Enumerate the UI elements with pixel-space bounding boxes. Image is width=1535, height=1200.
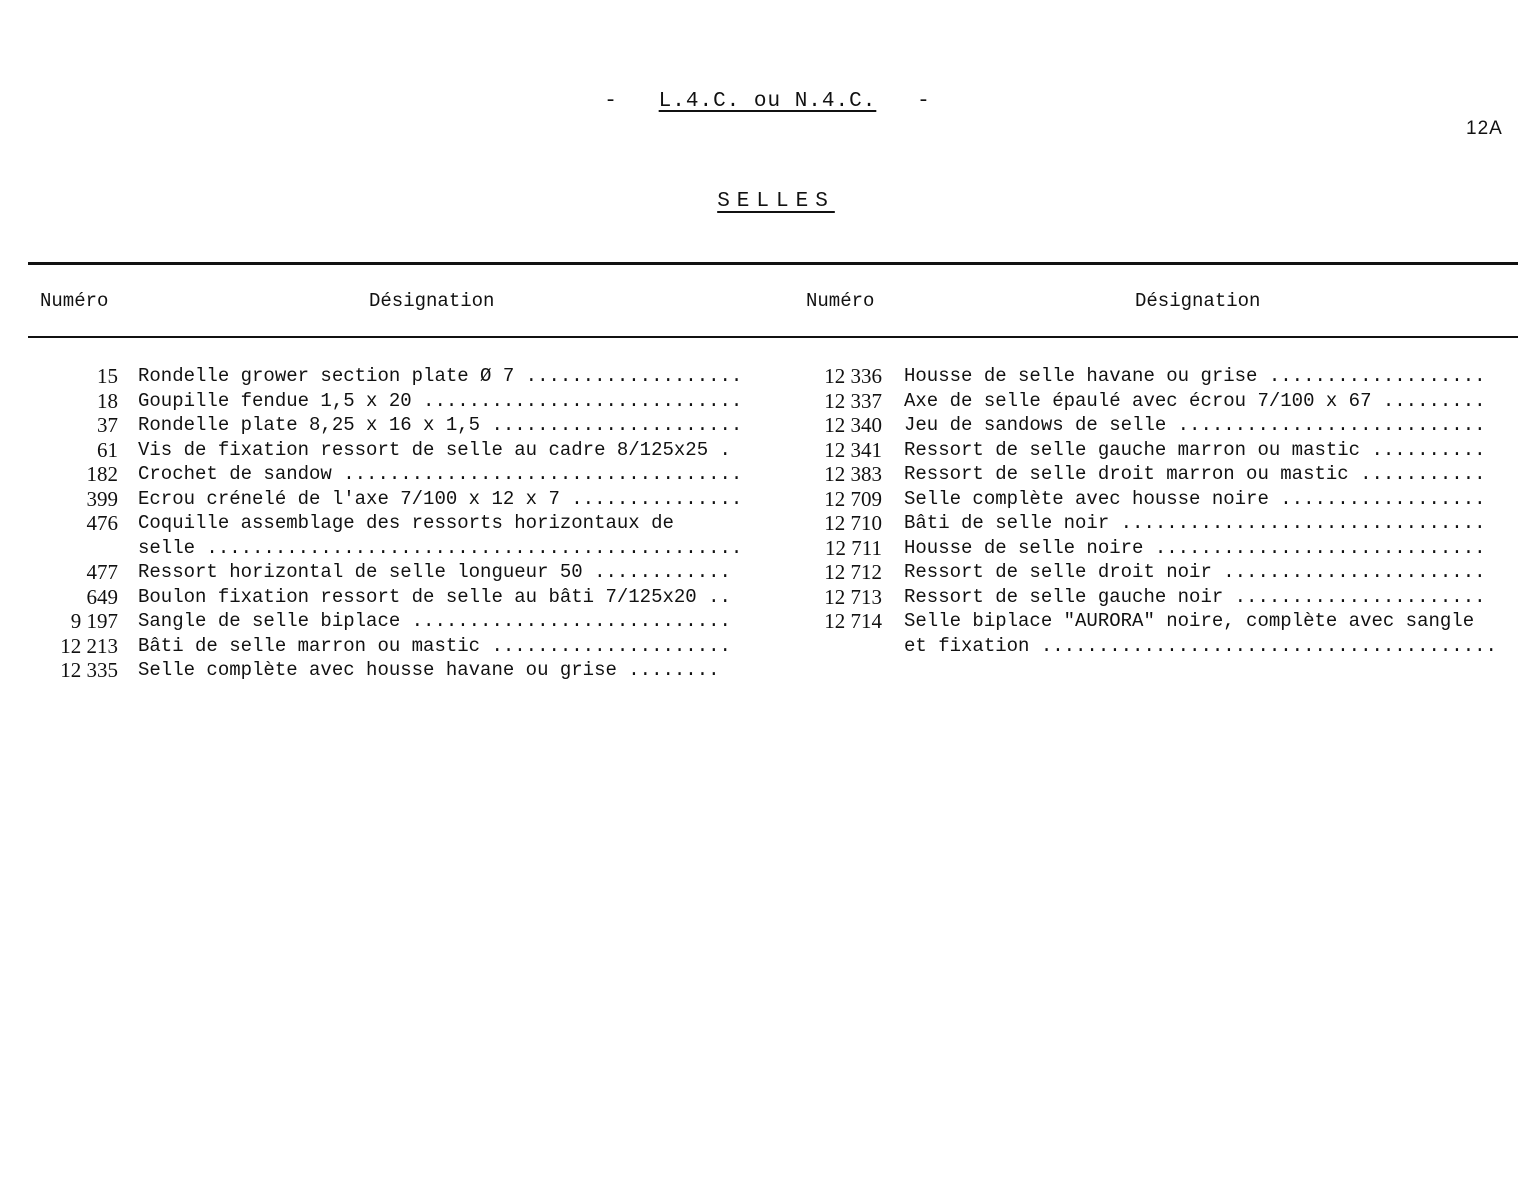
part-number: 477 bbox=[86, 560, 118, 584]
part-number: 12 710 bbox=[824, 511, 882, 535]
part-number: 12 713 bbox=[824, 584, 882, 609]
part-designation: Jeu de sandows de selle ........................... bbox=[904, 414, 1486, 436]
model-title: L.4.C. ou N.4.C. bbox=[658, 90, 877, 113]
part-number: 12 340 bbox=[824, 413, 882, 437]
header-dash-right: - bbox=[917, 90, 931, 113]
part-designation: Ressort de selle droit noir ....................... bbox=[904, 561, 1486, 583]
part-number: 12 711 bbox=[825, 535, 882, 560]
left-designation-header: Désignation bbox=[369, 290, 495, 312]
part-number: 15 bbox=[97, 364, 118, 388]
part-designation: Axe de selle épaulé avec écrou 7/100 x 67 ......... bbox=[904, 389, 1486, 412]
part-designation: Selle complète avec housse havane ou grise ........ bbox=[138, 659, 720, 681]
table-row bbox=[28, 389, 773, 414]
part-number: 649 bbox=[86, 584, 118, 609]
part-designation: Housse de selle noire ............................. bbox=[904, 536, 1486, 559]
part-number: 12 341 bbox=[824, 437, 882, 462]
part-number: 12 714 bbox=[824, 609, 882, 633]
table-row bbox=[790, 389, 1530, 414]
header-dash-left: - bbox=[604, 90, 618, 113]
part-number: 61 bbox=[97, 437, 118, 462]
table-row bbox=[790, 560, 1530, 585]
part-designation: Ressort de selle droit marron ou mastic ........... bbox=[904, 463, 1486, 485]
table-row bbox=[28, 560, 773, 585]
table-row bbox=[28, 438, 773, 463]
right-parts-list bbox=[790, 364, 1530, 658]
part-designation: Goupille fendue 1,5 x 20 ............................ bbox=[138, 389, 743, 412]
table-row bbox=[790, 438, 1530, 463]
table-header-rule bbox=[28, 336, 1518, 338]
part-number: 399 bbox=[86, 486, 118, 511]
table-row bbox=[28, 658, 773, 683]
part-designation: Rondelle grower section plate Ø 7 ................... bbox=[138, 365, 743, 387]
left-numero-header: Numéro bbox=[40, 290, 109, 312]
part-designation: Ressort de selle gauche marron ou mastic .......... bbox=[904, 438, 1486, 461]
table-row bbox=[28, 585, 773, 610]
part-designation: Bâti de selle noir ................................ bbox=[904, 512, 1486, 534]
part-number: 12 335 bbox=[60, 658, 118, 682]
part-designation: Ressort horizontal de selle longueur 50 ............ bbox=[138, 561, 731, 583]
part-designation: Crochet de sandow ................................... bbox=[138, 463, 743, 485]
table-row bbox=[790, 413, 1530, 438]
table-row bbox=[790, 585, 1530, 610]
part-designation: Ecrou crénelé de l'axe 7/100 x 12 x 7 ............... bbox=[138, 487, 743, 510]
part-number: 12 709 bbox=[824, 486, 882, 511]
part-designation: Ressort de selle gauche noir ...................... bbox=[904, 585, 1486, 608]
table-row bbox=[790, 609, 1530, 658]
part-designation: Bâti de selle marron ou mastic ..................... bbox=[138, 634, 731, 657]
table-row bbox=[790, 364, 1530, 389]
table-row bbox=[790, 462, 1530, 487]
part-number: 12 712 bbox=[824, 560, 882, 584]
table-top-rule bbox=[28, 262, 1518, 265]
table-row bbox=[28, 511, 773, 560]
part-number: 12 336 bbox=[824, 364, 882, 388]
part-number: 9 197 bbox=[70, 609, 118, 633]
part-designation: Coquille assemblage des ressorts horizontaux de selle ............................................... bbox=[138, 512, 743, 559]
right-numero-header: Numéro bbox=[806, 290, 875, 312]
table-row bbox=[28, 634, 773, 659]
table-row bbox=[790, 487, 1530, 512]
part-number: 476 bbox=[86, 511, 118, 535]
part-designation: Rondelle plate 8,25 x 16 x 1,5 ...................... bbox=[138, 414, 743, 436]
right-designation-header: Désignation bbox=[1135, 290, 1261, 312]
table-row bbox=[28, 364, 773, 389]
table-row bbox=[28, 609, 773, 634]
part-number: 37 bbox=[97, 413, 118, 437]
table-row bbox=[790, 511, 1530, 536]
table-row bbox=[790, 536, 1530, 561]
table-row bbox=[28, 413, 773, 438]
table-row bbox=[28, 462, 773, 487]
document-header bbox=[0, 90, 1535, 113]
part-number: 182 bbox=[86, 462, 118, 486]
part-designation: Selle complète avec housse noire .................. bbox=[904, 487, 1486, 510]
part-designation: Sangle de selle biplace ............................ bbox=[138, 610, 731, 632]
part-designation: Boulon fixation ressort de selle au bâti 7/125x20 .. bbox=[138, 585, 731, 608]
part-number: 12 383 bbox=[824, 462, 882, 486]
part-designation: Selle biplace "AURORA" noire, complète avec sangle et fixation ........................................ bbox=[904, 610, 1497, 657]
page-number: 12A bbox=[1466, 118, 1503, 139]
part-number: 18 bbox=[97, 388, 118, 413]
left-parts-list bbox=[28, 364, 773, 683]
part-number: 12 337 bbox=[824, 388, 882, 413]
part-number: 12 213 bbox=[60, 633, 118, 658]
part-designation: Vis de fixation ressort de selle au cadre 8/125x25 . bbox=[138, 438, 731, 461]
section-title: SELLES bbox=[717, 190, 835, 213]
part-designation: Housse de selle havane ou grise ................... bbox=[904, 365, 1486, 387]
table-row bbox=[28, 487, 773, 512]
